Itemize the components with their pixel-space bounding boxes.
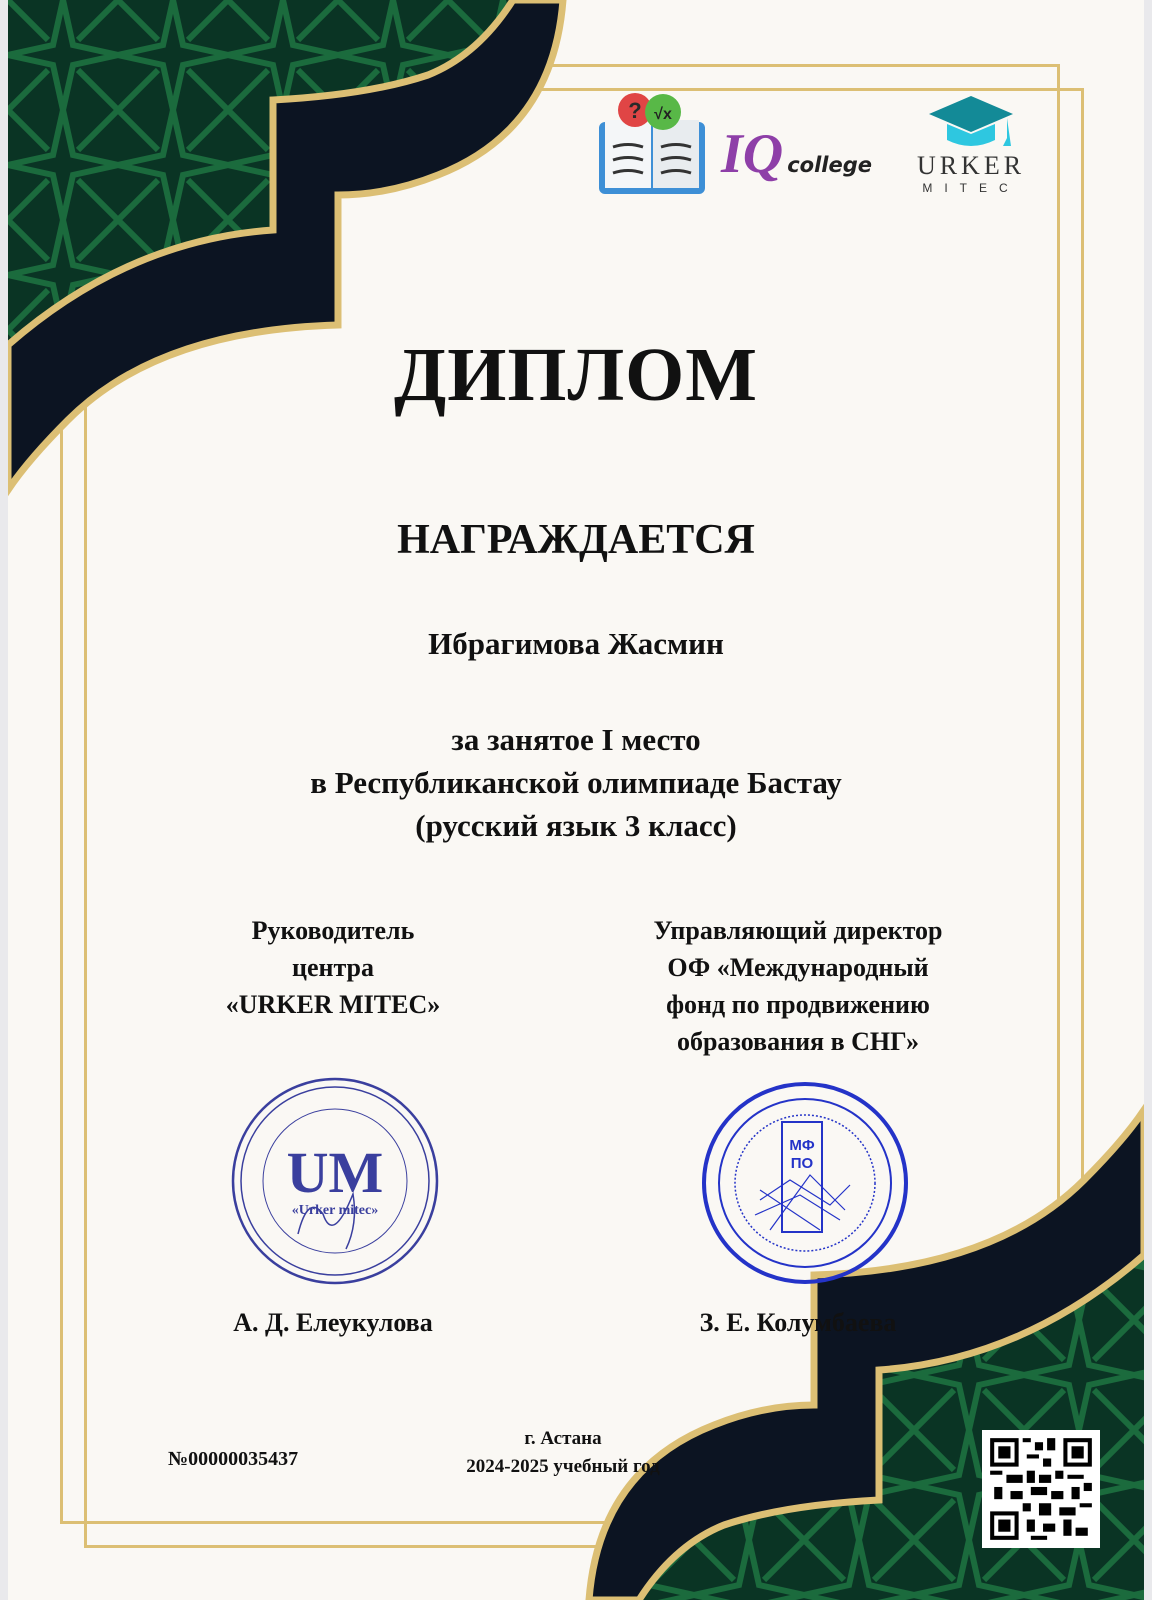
urker-text: URKER bbox=[916, 151, 1026, 180]
mitec-text: MITEC bbox=[922, 181, 1020, 195]
svg-text:«Urker mitec»: «Urker mitec» bbox=[291, 1203, 379, 1218]
reason-line-3: (русский язык 3 класс) bbox=[415, 808, 737, 843]
diploma-page bbox=[8, 0, 1144, 1600]
svg-text:ПО: ПО bbox=[790, 1155, 814, 1172]
footer-city: г. Астана bbox=[524, 1428, 602, 1449]
iq-mark: IQ bbox=[721, 123, 784, 185]
signatory-1-name: А. Д. Елеукулова bbox=[233, 1308, 433, 1337]
signatory-2-title: Управляющий директор ОФ «Международный фонд по продвижению образования в СНГ» bbox=[653, 916, 943, 1056]
reason-line-2: в Республиканской олимпиаде Бастау bbox=[310, 765, 842, 800]
reason-line-1: за занятое I место bbox=[451, 722, 701, 757]
book-question-math-icon bbox=[593, 92, 711, 202]
svg-text:UM: UM bbox=[286, 1140, 384, 1205]
awarded-heading: НАГРАЖДАЕТСЯ bbox=[397, 517, 755, 563]
footer-year: 2024-2025 учебный год bbox=[466, 1456, 660, 1477]
iq-college-logo bbox=[721, 122, 872, 192]
signatory-2-name: З. Е. Колумбаева bbox=[699, 1308, 897, 1337]
svg-text:?: ? bbox=[628, 98, 642, 123]
graduation-cap-icon bbox=[921, 92, 1021, 152]
diploma-title: ДИПЛОМ bbox=[394, 333, 758, 417]
top-left-ornament bbox=[8, 0, 568, 500]
urker-mitec-stamp bbox=[228, 1074, 442, 1288]
diploma-number: №00000035437 bbox=[168, 1448, 299, 1470]
logo-row bbox=[593, 92, 1063, 202]
recipient-name: Ибрагимова Жасмин bbox=[428, 626, 724, 661]
mfpo-stamp bbox=[700, 1080, 910, 1286]
signatory-1-title: Руководитель центра «URKER MITEC» bbox=[225, 916, 441, 1019]
svg-text:МФ: МФ bbox=[789, 1137, 815, 1154]
qr-code[interactable] bbox=[982, 1430, 1100, 1548]
svg-text:√x: √x bbox=[654, 106, 672, 123]
urker-mitec-logo bbox=[911, 92, 1031, 202]
iq-college-text: college bbox=[787, 153, 873, 177]
